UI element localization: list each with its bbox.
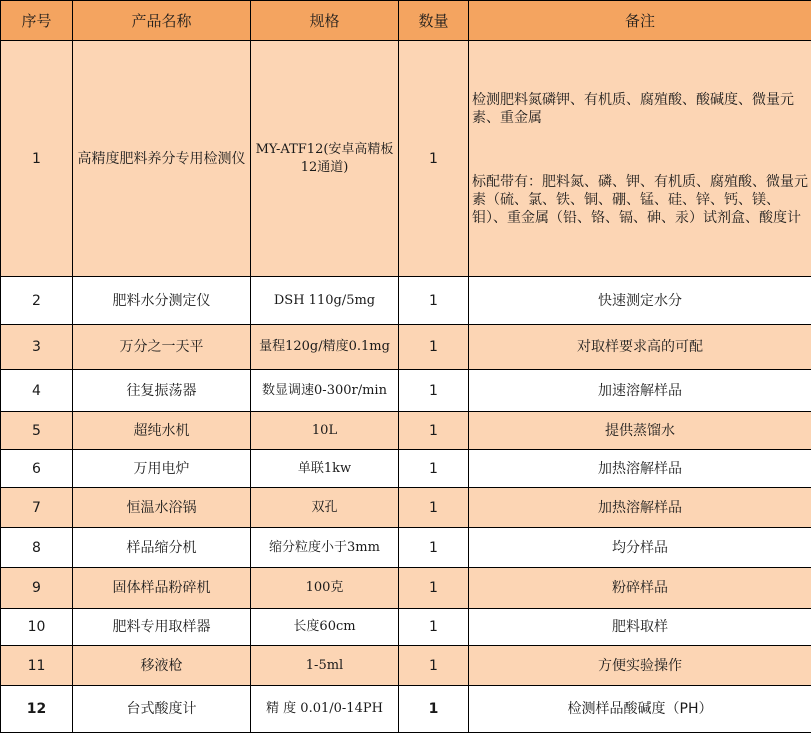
row-qty: 1 xyxy=(399,412,469,450)
row-spec: 长度60cm xyxy=(251,609,399,646)
header-spec: 规格 xyxy=(251,1,399,41)
table-row xyxy=(1,686,811,733)
table-row xyxy=(1,528,811,568)
row-product: 肥料水分测定仪 xyxy=(73,277,251,325)
row-product: 样品缩分机 xyxy=(73,528,251,568)
row-qty: 1 xyxy=(399,325,469,370)
row-note: 对取样要求高的可配 xyxy=(469,325,811,370)
row-qty: 1 xyxy=(399,646,469,686)
row-note: 快速测定水分 xyxy=(469,277,811,325)
row-product: 移液枪 xyxy=(73,646,251,686)
row-spec: 双孔 xyxy=(251,488,399,528)
row-note: 均分样品 xyxy=(469,528,811,568)
row-note: 肥料取样 xyxy=(469,609,811,646)
row-index: 2 xyxy=(1,277,73,325)
row-note: 加热溶解样品 xyxy=(469,450,811,488)
row-spec: 量程120g/精度0.1mg xyxy=(251,325,399,370)
table-row xyxy=(1,370,811,412)
row-qty: 1 xyxy=(399,277,469,325)
table-row xyxy=(1,646,811,686)
row-index: 9 xyxy=(1,568,73,609)
row-product: 超纯水机 xyxy=(73,412,251,450)
table-row xyxy=(1,488,811,528)
row-product: 高精度肥料养分专用检测仪 xyxy=(73,41,251,277)
row-index: 10 xyxy=(1,609,73,646)
row-index: 1 xyxy=(1,41,73,277)
row-spec: 数显调速0-300r/min xyxy=(251,370,399,412)
row-index: 8 xyxy=(1,528,73,568)
table-row xyxy=(1,412,811,450)
row-index: 7 xyxy=(1,488,73,528)
row-note: 加速溶解样品 xyxy=(469,370,811,412)
row-note: 加热溶解样品 xyxy=(469,488,811,528)
table-row xyxy=(1,450,811,488)
header-qty: 数量 xyxy=(399,1,469,41)
table-row xyxy=(1,41,811,277)
row-qty: 1 xyxy=(399,609,469,646)
table-row xyxy=(1,568,811,609)
header-product: 产品名称 xyxy=(73,1,251,41)
table-row xyxy=(1,325,811,370)
table-row xyxy=(1,609,811,646)
row-spec: 缩分粒度小于3mm xyxy=(251,528,399,568)
row-product: 台式酸度计 xyxy=(73,686,251,733)
row-qty: 1 xyxy=(399,686,469,733)
row-spec: 10L xyxy=(251,412,399,450)
row-note-line2: 标配带有：肥料氮、磷、钾、有机质、腐殖酸、微量元素（硫、氯、铁、铜、硼、锰、硅、锌、钙、镁、钼）、重金属（铅、铬、镉、砷、汞）试剂盒、酸度计 xyxy=(472,173,808,226)
row-qty: 1 xyxy=(399,450,469,488)
row-note: 方便实验操作 xyxy=(469,646,811,686)
row-note xyxy=(469,41,811,277)
header-index: 序号 xyxy=(1,1,73,41)
row-qty: 1 xyxy=(399,41,469,277)
row-note: 提供蒸馏水 xyxy=(469,412,811,450)
row-spec: DSH 110g/5mg xyxy=(251,277,399,325)
row-index: 4 xyxy=(1,370,73,412)
row-qty: 1 xyxy=(399,528,469,568)
table-row xyxy=(1,277,811,325)
header-note: 备注 xyxy=(469,1,811,41)
row-index: 5 xyxy=(1,412,73,450)
row-spec: 精 度 0.01/0-14PH xyxy=(251,686,399,733)
row-index: 6 xyxy=(1,450,73,488)
note-spacer xyxy=(472,127,808,173)
row-product: 往复振荡器 xyxy=(73,370,251,412)
row-spec: 单联1kw xyxy=(251,450,399,488)
table-header-row xyxy=(1,1,811,41)
row-index: 12 xyxy=(1,686,73,733)
row-note-line1: 检测肥料氮磷钾、有机质、腐殖酸、酸碱度、微量元素、重金属 xyxy=(472,91,794,126)
row-qty: 1 xyxy=(399,370,469,412)
row-qty: 1 xyxy=(399,568,469,609)
row-product: 恒温水浴锅 xyxy=(73,488,251,528)
row-spec: 100克 xyxy=(251,568,399,609)
row-product: 固体样品粉碎机 xyxy=(73,568,251,609)
row-product: 万分之一天平 xyxy=(73,325,251,370)
row-spec: MY-ATF12(安卓高精板12通道) xyxy=(251,41,399,277)
row-index: 11 xyxy=(1,646,73,686)
row-note: 粉碎样品 xyxy=(469,568,811,609)
row-note: 检测样品酸碱度（PH） xyxy=(469,686,811,733)
row-qty: 1 xyxy=(399,488,469,528)
row-spec: 1-5ml xyxy=(251,646,399,686)
row-product: 万用电炉 xyxy=(73,450,251,488)
row-product: 肥料专用取样器 xyxy=(73,609,251,646)
row-index: 3 xyxy=(1,325,73,370)
